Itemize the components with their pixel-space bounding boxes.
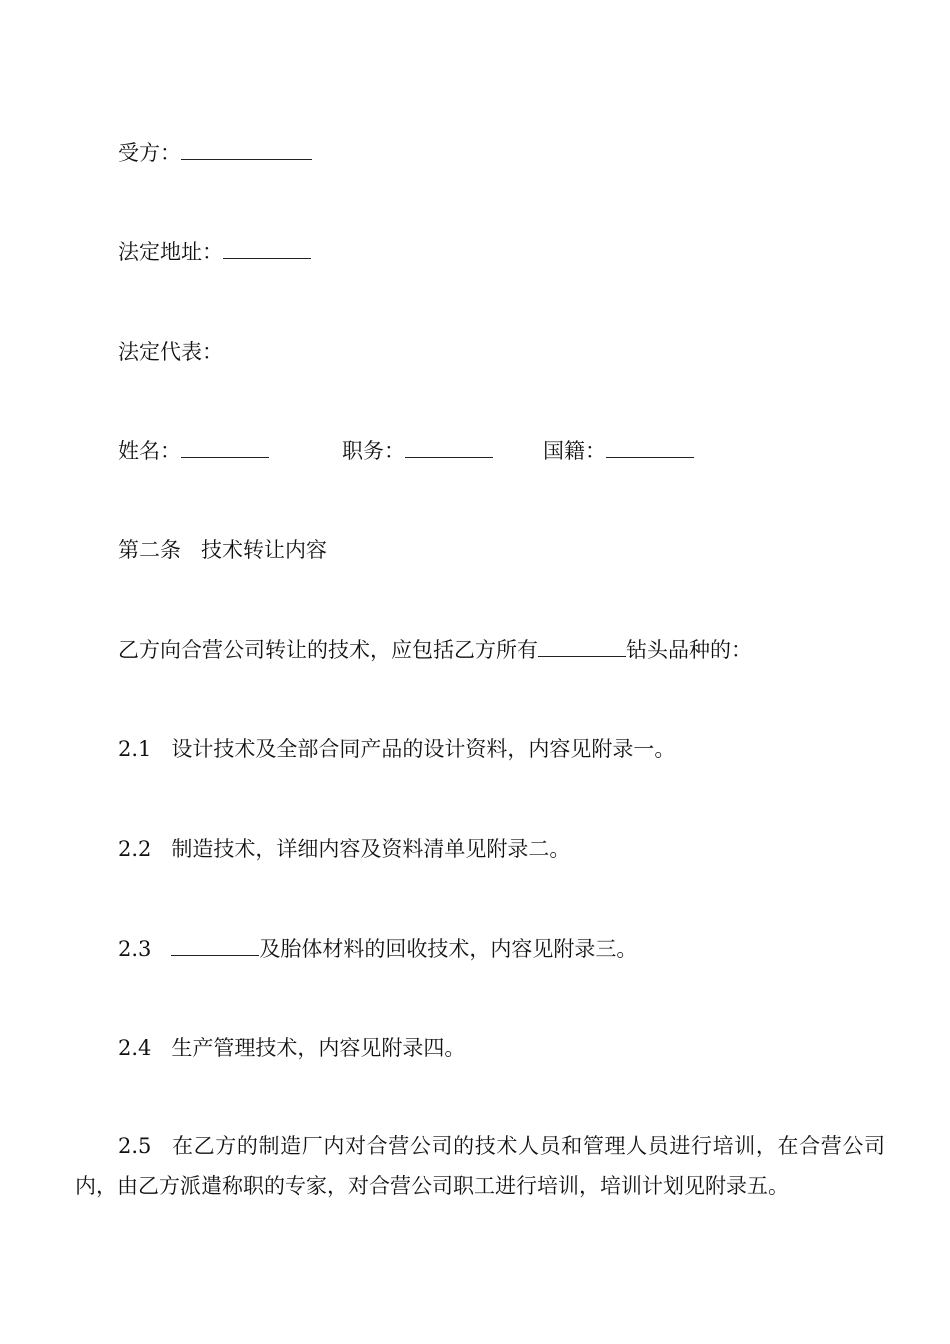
item-number: 2.3 [118,937,152,961]
item-number: 2.4 [118,1036,152,1060]
item-text: 设计技术及全部合同产品的设计资料，内容见附录一。 [171,737,676,761]
legal-address-label: 法定地址： [118,240,223,264]
list-item [118,835,570,863]
article-title: 技术转让内容 [201,538,327,562]
item-number: 2.2 [118,837,152,861]
article-heading [118,536,327,564]
intro-paragraph [118,636,752,664]
legal-rep-label: 法定代表： [118,340,223,364]
title-blank[interactable] [405,439,493,458]
material-blank[interactable] [171,937,259,956]
item-text: 在乙方的制造厂内对合营公司的技术人员和管理人员进行培训，在合营公司内，由乙方派遣称职的专家，对合营公司职工进行培训，培训计划见附录五。 [75,1134,885,1198]
item-number: 2.1 [118,737,152,761]
name-label: 姓名： [118,439,181,463]
list-item [118,735,675,763]
list-item [118,1034,465,1062]
list-item [118,935,637,963]
list-item [75,1126,885,1206]
recipient-row [118,139,312,167]
item-text: 及胎体材料的回收技术，内容见附录三。 [259,937,638,961]
nationality-label: 国籍： [543,439,606,463]
item-number: 2.5 [118,1134,152,1158]
recipient-label: 受方： [118,141,181,165]
title-field [342,437,493,465]
item-text: 生产管理技术，内容见附录四。 [171,1036,466,1060]
drill-type-blank[interactable] [538,638,626,657]
intro-text-after: 钻头品种的： [626,638,752,662]
recipient-blank[interactable] [181,141,312,160]
intro-text-before: 乙方向合营公司转让的技术，应包括乙方所有 [118,638,538,662]
name-field [118,437,269,465]
article-number: 第二条 [118,538,181,562]
legal-address-blank[interactable] [223,240,311,259]
legal-rep-row [118,338,223,366]
nationality-blank[interactable] [606,439,694,458]
nationality-field [543,437,694,465]
item-text: 制造技术，详细内容及资料清单见附录二。 [171,837,571,861]
name-blank[interactable] [181,439,269,458]
legal-address-row [118,238,311,266]
title-label: 职务： [342,439,405,463]
